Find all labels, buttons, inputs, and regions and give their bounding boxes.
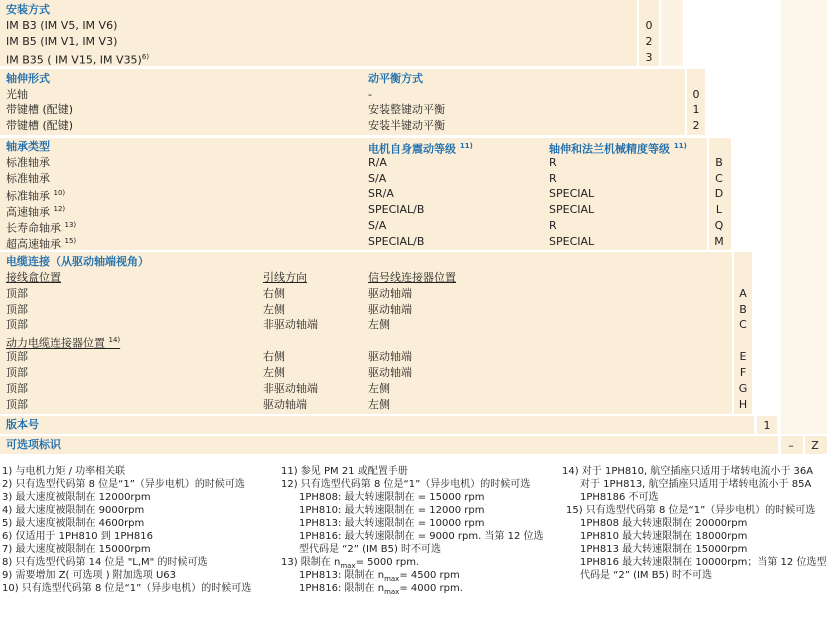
bearing-row-3-label bbox=[6, 187, 65, 203]
cable1-row-1-a: 顶部 bbox=[6, 287, 28, 300]
cable1-row-1-c: 驱动轴端 bbox=[368, 287, 412, 300]
footnote-12-note: 型代码是 “2” (IM B5) 时不可选 bbox=[299, 544, 442, 555]
cable2-row-3-c: 左侧 bbox=[368, 382, 390, 395]
shaft-code-3: 2 bbox=[692, 119, 700, 132]
shaft-title: 轴伸形式 bbox=[6, 72, 50, 85]
cable2-row-2-c: 驱动轴端 bbox=[368, 366, 412, 379]
terminal-box-header: 接线盒位置 bbox=[6, 271, 61, 284]
cable2-row-4-b: 驱动轴端 bbox=[263, 398, 307, 411]
footnote-8: 8) 只有选型代码第 14 位是 "L,M" 的时候可选 bbox=[2, 557, 208, 568]
cable2-code-2: F bbox=[739, 366, 747, 379]
cable1-row-2-c: 驱动轴端 bbox=[368, 303, 412, 316]
power-conn-header bbox=[6, 334, 120, 350]
bearing-row-4-sup: 12) bbox=[53, 205, 66, 213]
footnote-15-1ph816: 1PH816 最大转速限制在 10000rpm；当第 12 位选型 bbox=[580, 557, 827, 568]
footnote-13-1ph816 bbox=[281, 582, 544, 595]
bearing-row-3-vib: SR/A bbox=[368, 187, 394, 200]
mounting-row-3-label: IM B35 ( IM V15, IM V35) bbox=[6, 53, 142, 67]
shaft-code-2: 1 bbox=[692, 103, 700, 116]
mounting-row-3-sup: 6) bbox=[141, 53, 150, 61]
footnotes-col-1 bbox=[2, 465, 251, 595]
cable1-code-1: A bbox=[739, 287, 747, 300]
version-title: 版本号 bbox=[6, 418, 39, 431]
cable-band bbox=[0, 252, 732, 414]
footnote-15-1ph808: 1PH808 最大转速限制在 20000rpm bbox=[580, 518, 748, 529]
mounting-title: 安装方式 bbox=[6, 3, 50, 16]
cable2-row-3-a: 顶部 bbox=[6, 382, 28, 395]
bearing-code-4: L bbox=[715, 203, 723, 216]
mounting-row-2: IM B5 (IM V1, IM V3) bbox=[6, 35, 118, 48]
footnote-13-1ph813 bbox=[281, 569, 544, 582]
vibration-title-sup: 11) bbox=[459, 142, 473, 150]
bearing-title: 轴承类型 bbox=[6, 140, 50, 153]
footnote-7: 7) 最大速度被限制在 15000rpm bbox=[2, 544, 151, 555]
bearing-row-1-label: 标准轴承 bbox=[6, 156, 50, 169]
vibration-title-text: 电机自身震动等级 bbox=[368, 142, 456, 156]
balance-title: 动平衡方式 bbox=[368, 72, 423, 85]
bearing-code-3: D bbox=[714, 187, 724, 200]
precision-title bbox=[549, 140, 687, 156]
footnote-12-1ph816: 1PH816: 最大转速限制在 = 9000 rpm. 当第 12 位选 bbox=[299, 531, 544, 542]
bearing-code-6: M bbox=[714, 235, 724, 248]
cable1-row-3-c: 左侧 bbox=[368, 318, 390, 331]
footnote-15-1ph810: 1PH810 最大转速限制在 18000rpm bbox=[580, 531, 748, 542]
bearing-row-6-sup: 15) bbox=[64, 237, 77, 245]
balance-row-2: 安装整键动平衡 bbox=[368, 103, 445, 116]
footnote-15-note: 代码是 “2” (IM B5) 时不可选 bbox=[580, 570, 713, 581]
cable2-code-4: H bbox=[738, 398, 748, 411]
bearing-row-3-text: 标准轴承 bbox=[6, 189, 50, 203]
bearing-row-5-sup: 13) bbox=[64, 221, 77, 229]
bearing-row-2-vib: S/A bbox=[368, 172, 387, 185]
power-conn-text: 动力电缆连接器位置 bbox=[6, 336, 105, 350]
footnote-3: 3) 最大速度被限制在 12000rpm bbox=[2, 492, 151, 503]
bearing-row-3-prec: SPECIAL bbox=[549, 187, 595, 200]
bearing-row-6-vib: SPECIAL/B bbox=[368, 235, 425, 248]
cable2-row-1-a: 顶部 bbox=[6, 350, 28, 363]
cable1-row-2-b: 左侧 bbox=[263, 303, 285, 316]
footnote-13-1ph813-b: = 4500 rpm bbox=[399, 570, 460, 581]
mounting-code-1: 0 bbox=[645, 19, 653, 32]
bearing-row-6-text: 超高速轴承 bbox=[6, 237, 61, 251]
footnote-13-sub: max bbox=[340, 562, 356, 570]
bearing-code-2: C bbox=[715, 172, 723, 185]
balance-row-3: 安装半键动平衡 bbox=[368, 119, 445, 132]
footnote-13 bbox=[281, 556, 544, 569]
mounting-row-1: IM B3 (IM V5, IM V6) bbox=[6, 19, 118, 32]
footnote-5: 5) 最大速度被限制在 4600rpm bbox=[2, 518, 145, 529]
bearing-row-5-prec: R bbox=[549, 219, 557, 232]
footnote-11: 11) 参见 PM 21 或配置手册 bbox=[281, 466, 408, 477]
footnote-13-1ph816-a: 1PH816: 限制在 n bbox=[299, 583, 385, 594]
mounting-row-3 bbox=[6, 51, 149, 67]
cable2-code-1: E bbox=[739, 350, 747, 363]
bearing-row-4-vib: SPECIAL/B bbox=[368, 203, 425, 216]
balance-row-1: - bbox=[368, 88, 372, 101]
bearing-row-1-vib: R/A bbox=[368, 156, 387, 169]
precision-title-sup: 11) bbox=[673, 142, 687, 150]
cable1-row-3-b: 非驱动轴端 bbox=[263, 318, 318, 331]
cable2-row-1-c: 驱动轴端 bbox=[368, 350, 412, 363]
bearing-row-6-prec: SPECIAL bbox=[549, 235, 595, 248]
footnote-2: 2) 只有选型代码第 8 位是“1”（异步电机）的时候可选 bbox=[2, 479, 245, 490]
cable1-row-1-b: 右侧 bbox=[263, 287, 285, 300]
bearing-code-5: Q bbox=[714, 219, 724, 232]
footnote-15: 15) 只有选型代码第 8 位是“1”（异步电机）的时候可选 bbox=[566, 505, 816, 516]
code-col-strip-right2 bbox=[781, 0, 827, 434]
cable2-row-2-b: 左侧 bbox=[263, 366, 285, 379]
footnotes-col-3 bbox=[562, 465, 826, 582]
lead-dir-header: 引线方向 bbox=[263, 271, 307, 284]
bearing-row-6-label bbox=[6, 235, 76, 251]
shaft-band bbox=[0, 69, 685, 135]
footnote-12-1ph810: 1PH810: 最大转速限制在 = 12000 rpm bbox=[299, 505, 485, 516]
cable2-code-3: G bbox=[738, 382, 748, 395]
footnotes-col-2 bbox=[281, 465, 544, 595]
bearing-code-1: B bbox=[715, 156, 723, 169]
cable1-code-2: B bbox=[739, 303, 747, 316]
bearing-row-4-prec: SPECIAL bbox=[549, 203, 595, 216]
bearing-row-1-prec: R bbox=[549, 156, 557, 169]
precision-title-text: 轴伸和法兰机械精度等级 bbox=[549, 142, 670, 156]
bearing-row-3-sup: 10) bbox=[53, 189, 66, 197]
cable2-row-1-b: 右侧 bbox=[263, 350, 285, 363]
cable1-row-2-a: 顶部 bbox=[6, 303, 28, 316]
footnote-15-1ph813: 1PH813 最大转速限制在 15000rpm bbox=[580, 544, 748, 555]
footnote-12: 12) 只有选型代码第 8 位是“1”（异步电机）的时候可选 bbox=[281, 479, 531, 490]
footnote-13-b: = 5000 rpm. bbox=[355, 557, 420, 568]
shaft-row-2: 带键槽 (配键) bbox=[6, 103, 74, 116]
options-title: 可选项标识 bbox=[6, 438, 61, 451]
bearing-row-4-label bbox=[6, 203, 65, 219]
version-code: 1 bbox=[763, 419, 771, 432]
footnote-13-1ph813-a: 1PH813: 限制在 n bbox=[299, 570, 385, 581]
footnote-13-1ph816-b: = 4000 rpm. bbox=[399, 583, 463, 594]
vibration-title bbox=[368, 140, 473, 156]
footnote-9: 9) 需要增加 Z( 可选项 ) 附加选项 U63 bbox=[2, 570, 177, 581]
shaft-code-1: 0 bbox=[692, 88, 700, 101]
version-band bbox=[0, 416, 754, 434]
footnote-10: 10) 只有选型代码第 8 位是“1”（异步电机）的时候可选 bbox=[2, 583, 252, 594]
shaft-row-1: 光轴 bbox=[6, 88, 28, 101]
footnote-12-1ph808: 1PH808: 最大转速限制在 = 15000 rpm bbox=[299, 492, 485, 503]
cable-title: 电缆连接（从驱动轴端视角） bbox=[6, 255, 149, 268]
shaft-row-3: 带键槽 (配键) bbox=[6, 119, 74, 132]
bearing-row-2-label: 标准轴承 bbox=[6, 172, 50, 185]
bearing-row-5-vib: S/A bbox=[368, 219, 387, 232]
bearing-row-5-label bbox=[6, 219, 76, 235]
options-band bbox=[0, 436, 778, 454]
footnote-13-a: 13) 限制在 n bbox=[281, 557, 341, 568]
cable1-code-3: C bbox=[739, 318, 747, 331]
options-dash: – bbox=[788, 439, 794, 452]
mounting-code-2: 2 bbox=[645, 35, 653, 48]
cable1-row-3-a: 顶部 bbox=[6, 318, 28, 331]
footnote-6: 6) 仅适用于 1PH810 到 1PH816 bbox=[2, 531, 153, 542]
cable2-row-4-a: 顶部 bbox=[6, 398, 28, 411]
bearing-row-4-text: 高速轴承 bbox=[6, 205, 50, 219]
footnote-14: 14) 对于 1PH810, 航空插座只适用于堵转电流小于 36A bbox=[562, 466, 814, 477]
footnote-12-1ph813: 1PH813: 最大转速限制在 = 10000 rpm bbox=[299, 518, 485, 529]
mounting-code-3: 3 bbox=[645, 51, 653, 64]
code-col-strip-right1 bbox=[661, 0, 683, 66]
footnote-13-1ph816-sub: max bbox=[384, 588, 400, 596]
cable2-row-4-c: 左侧 bbox=[368, 398, 390, 411]
footnote-14-1ph8186: 1PH8186 不可选 bbox=[580, 492, 659, 503]
signal-conn-header: 信号线连接器位置 bbox=[368, 271, 456, 284]
cable2-row-2-a: 顶部 bbox=[6, 366, 28, 379]
cable2-row-3-b: 非驱动轴端 bbox=[263, 382, 318, 395]
footnote-4: 4) 最大速度被限制在 9000rpm bbox=[2, 505, 145, 516]
footnote-1: 1) 与电机力矩 / 功率相关联 bbox=[2, 466, 126, 477]
options-z: Z bbox=[811, 439, 819, 452]
power-conn-sup: 14) bbox=[108, 336, 121, 344]
footnote-14-1ph813: 对于 1PH813, 航空插座只适用于堵转电流小于 85A bbox=[580, 479, 812, 490]
bearing-row-5-text: 长寿命轴承 bbox=[6, 221, 61, 235]
footnote-13-1ph813-sub: max bbox=[384, 575, 400, 583]
bearing-row-2-prec: R bbox=[549, 172, 557, 185]
